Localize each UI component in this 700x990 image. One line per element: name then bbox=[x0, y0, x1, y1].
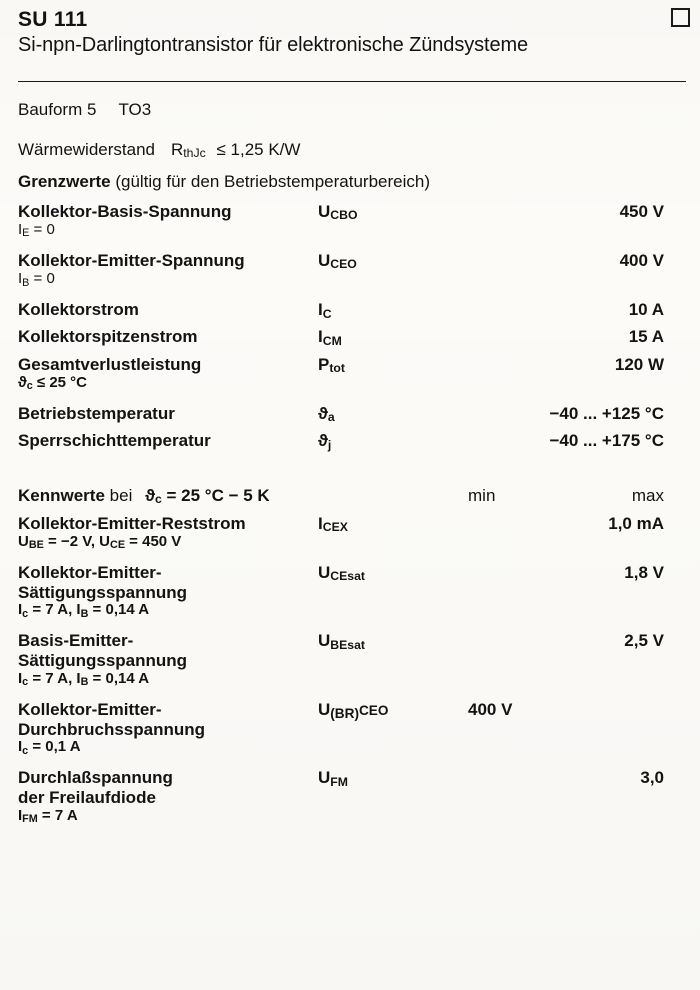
row-symbol: $I_{CM}$ bbox=[318, 327, 342, 348]
row-value: 120 W bbox=[614, 354, 664, 374]
characteristics-cond: $ϑ_c = 25$ °C − 5 K bbox=[145, 485, 270, 507]
row-symbol: $I_C$ bbox=[318, 299, 332, 321]
row-label: Kollektor-Emitter-Reststrom bbox=[18, 513, 246, 533]
page-header bbox=[18, 8, 686, 59]
table-row bbox=[18, 431, 686, 451]
limits-table bbox=[18, 202, 686, 452]
characteristics-heading bbox=[18, 486, 686, 506]
table-row bbox=[18, 700, 686, 758]
limits-title-note: (gültig für den Betriebstemperaturbereich) bbox=[115, 171, 430, 191]
characteristics-title: Kennwerte bbox=[18, 485, 105, 505]
row-symbol: $ϑ_a$ bbox=[318, 403, 335, 425]
row-condition: $ϑ_c \le 25$ °C bbox=[18, 374, 88, 393]
row-label: Kollektorspitzenstrom bbox=[18, 327, 198, 347]
limits-title: Grenzwerte bbox=[18, 171, 111, 191]
row-condition: $I_B = 0$ bbox=[18, 270, 55, 289]
row-condition: $I_{FM} = 7$ A bbox=[18, 806, 78, 826]
row-label: Kollektor-Basis-Spannung bbox=[18, 201, 232, 221]
table-row bbox=[18, 202, 686, 240]
row-condition: $I_c = 0,1$ A bbox=[18, 738, 81, 757]
table-row bbox=[18, 768, 686, 826]
row-label: Gesamtverlustleistung bbox=[18, 354, 202, 374]
row-max: 3,0 bbox=[640, 768, 664, 788]
row-label: Kollektor-Emitter-Spannung bbox=[18, 250, 245, 270]
row-symbol: $ϑ_j$ bbox=[318, 431, 332, 452]
row-symbol: $I_{CEX}$ bbox=[318, 513, 348, 535]
row-max: 1,8 V bbox=[624, 562, 664, 582]
row-symbol: $U_{(BR)}CEO$ bbox=[318, 699, 389, 721]
thermal-resistance-row bbox=[18, 140, 686, 160]
row-label: Durchlaßspannung der Freilaufdiode bbox=[18, 768, 173, 808]
thermal-value: ≤ 1,25 K/W bbox=[216, 139, 301, 159]
col-header-max: max bbox=[631, 485, 664, 505]
table-row bbox=[18, 404, 686, 424]
row-value: −40 ... +125 °C bbox=[549, 403, 664, 423]
row-symbol: $P_{tot}$ bbox=[318, 354, 345, 376]
package-value: TO3 bbox=[118, 99, 152, 119]
col-header-min: min bbox=[468, 485, 496, 505]
thermal-label: Wärmewiderstand bbox=[18, 139, 155, 159]
header-divider bbox=[18, 81, 686, 82]
table-row bbox=[18, 355, 686, 393]
row-max: 2,5 V bbox=[624, 631, 664, 651]
row-max: 1,0 mA bbox=[608, 513, 664, 533]
row-value: 450 V bbox=[619, 201, 664, 221]
thermal-symbol: $R_{thJc}$ bbox=[171, 139, 206, 161]
row-value: 400 V bbox=[619, 250, 664, 270]
table-row bbox=[18, 327, 686, 347]
row-condition: $I_E = 0$ bbox=[18, 220, 55, 240]
part-description: Si-npn-Darlingtontransistor für elektronische Zündsysteme bbox=[18, 34, 529, 56]
part-number: SU 111 bbox=[18, 8, 88, 31]
row-label: Kollektor-Emitter- Sättigungsspannung bbox=[18, 562, 188, 602]
row-condition: $I_c = 7$ A, $I_B = 0,14$ A bbox=[18, 669, 150, 689]
characteristics-table bbox=[18, 514, 686, 826]
row-symbol: $U_{CEO}$ bbox=[318, 250, 357, 272]
table-row bbox=[18, 300, 686, 320]
row-label: Kollektorstrom bbox=[18, 299, 139, 319]
table-row bbox=[18, 563, 686, 621]
row-label: Basis-Emitter- Sättigungsspannung bbox=[18, 631, 188, 671]
row-symbol: $U_{FM}$ bbox=[318, 768, 348, 789]
limits-heading bbox=[18, 172, 686, 192]
table-row bbox=[18, 251, 686, 289]
row-condition: $U_{BE} = -2$ V, $U_{CE} = 450$ V bbox=[18, 532, 182, 552]
row-value: 10 A bbox=[628, 299, 664, 319]
row-value: 15 A bbox=[628, 327, 664, 347]
row-label: Sperrschichttemperatur bbox=[18, 431, 211, 451]
package-label: Bauform 5 bbox=[18, 99, 97, 119]
characteristics-cond-pre: bei bbox=[109, 485, 133, 505]
row-symbol: $U_{CEsat}$ bbox=[318, 562, 365, 584]
table-row bbox=[18, 514, 686, 552]
row-min: 400 V bbox=[468, 699, 513, 719]
row-symbol: $U_{CBO}$ bbox=[318, 201, 358, 223]
row-value: −40 ... +175 °C bbox=[549, 431, 664, 451]
row-condition: $I_c = 7$ A, $I_B = 0,14$ A bbox=[18, 601, 150, 620]
row-label: Betriebstemperatur bbox=[18, 403, 175, 423]
table-row bbox=[18, 631, 686, 689]
package-row bbox=[18, 100, 686, 120]
row-symbol: $U_{BEsat}$ bbox=[318, 631, 365, 652]
row-label: Kollektor-Emitter- Durchbruchsspannung bbox=[18, 699, 206, 739]
